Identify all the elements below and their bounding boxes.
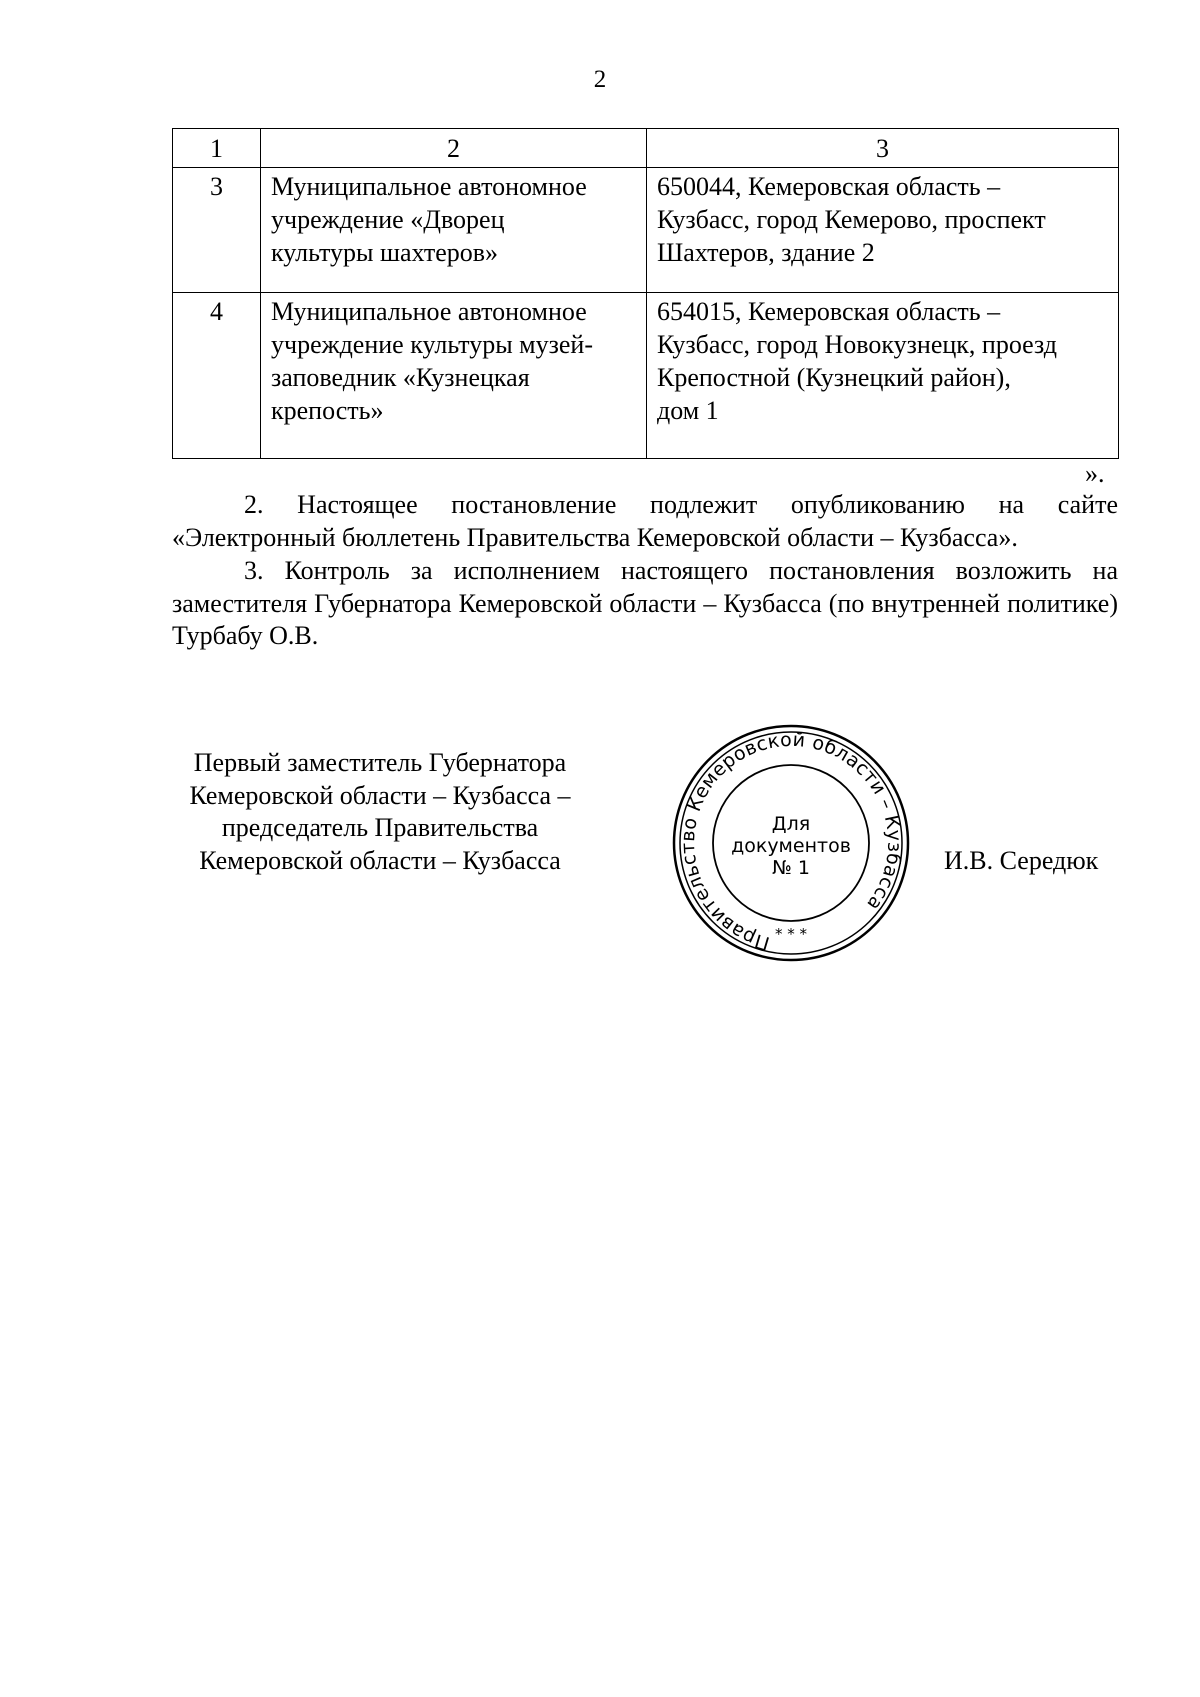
institution-name-cell — [261, 168, 647, 293]
seal-ring-textpath: Правительство Кемеровской области – Кузбасса — [677, 728, 906, 955]
institutions-table — [172, 128, 1119, 459]
cell-line: 654015, Кемеровская область – — [657, 297, 1001, 326]
table-header-row — [173, 129, 1119, 168]
cell-line: учреждение «Дворец — [271, 205, 505, 234]
seal-center-line: № 1 — [772, 857, 810, 879]
signatory-title-line: Первый заместитель Губернатора — [193, 748, 567, 777]
cell-line: учреждение культуры музей- — [271, 330, 594, 359]
table-row — [173, 293, 1119, 459]
institution-address-cell — [647, 168, 1119, 293]
cell-line: Крепостной (Кузнецкий район), — [657, 363, 1011, 392]
cell-line: Муниципальное автономное — [271, 297, 587, 326]
closing-quote: ». — [1085, 459, 1105, 488]
row-number: 4 — [173, 293, 261, 459]
cell-line: Шахтеров, здание 2 — [657, 238, 875, 267]
header-cell: 2 — [261, 129, 647, 168]
page-number: 2 — [593, 66, 607, 93]
signatory-name: И.В. Середюк — [944, 846, 1099, 875]
seal-stars: * * * — [774, 925, 808, 943]
cell-line: Кузбасс, город Новокузнецк, проезд — [657, 330, 1058, 359]
institution-address-cell — [647, 293, 1119, 459]
seal-center-line: Для — [771, 813, 811, 835]
signatory-title-line: Кемеровской области – Кузбасса – — [189, 780, 571, 810]
header-cell: 3 — [647, 129, 1119, 168]
signatory-title — [160, 747, 600, 877]
institution-name-cell — [261, 293, 647, 459]
cell-line: заповедник «Кузнецкая — [271, 363, 530, 392]
cell-line: дом 1 — [657, 396, 719, 425]
paragraph-control: 3. Контроль за исполнением настоящего постановления возложить на заместителя Губернатора Кемеровской области – Кузбасса (по внутренней политике) Турбабу О.В. — [172, 556, 1118, 650]
official-seal — [671, 723, 911, 963]
header-cell: 1 — [173, 129, 261, 168]
cell-line: культуры шахтеров» — [271, 238, 499, 267]
table-row — [173, 168, 1119, 293]
paragraph-publication: 2. Настоящее постановление подлежит опубликованию на сайте «Электронный бюллетень Правительства Кемеровской области – Кузбасса». — [172, 490, 1118, 552]
cell-line: крепость» — [271, 396, 384, 425]
signatory-title-line: председатель Правительства — [221, 813, 539, 842]
cell-line: Кузбасс, город Кемерово, проспект — [657, 205, 1046, 234]
cell-line: 650044, Кемеровская область – — [657, 172, 1001, 201]
cell-line: Муниципальное автономное — [271, 172, 587, 201]
signatory-title-line: Кемеровской области – Кузбасса — [199, 845, 561, 875]
row-number: 3 — [173, 168, 261, 293]
seal-center-line: документов — [731, 835, 851, 857]
